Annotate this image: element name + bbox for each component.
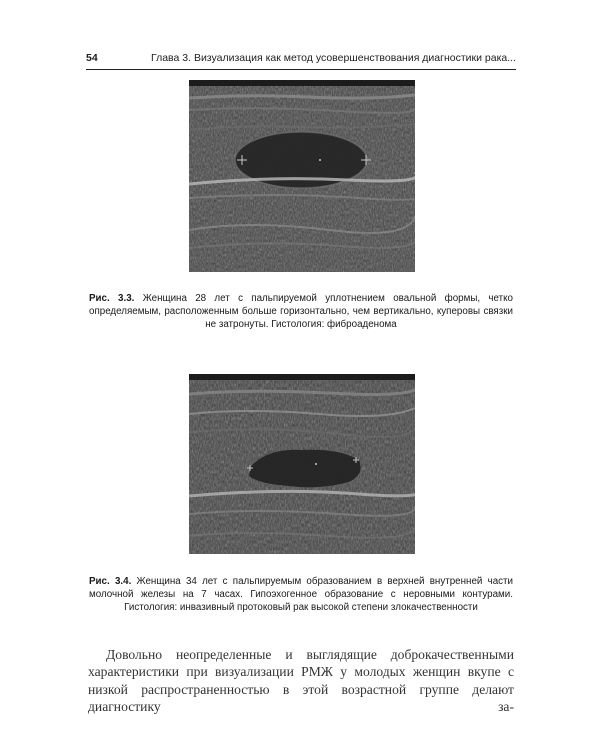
ultrasound-image-fibroadenoma: [189, 80, 415, 272]
figure-label: Рис. 3.4.: [89, 576, 132, 587]
page-number: 54: [86, 52, 98, 64]
figure-caption-3-3: [89, 292, 513, 331]
figure-caption-3-4: [89, 575, 513, 614]
body-paragraph: Довольно неопределенные и выглядящие доброкачественными характеристики при визуализации РМЖ у молодых женщин вкупе с низкой распространенностью в этой возрастной группе делают диагностику за-: [88, 646, 514, 715]
header-rule: [86, 69, 516, 70]
ultrasound-image-carcinoma: [189, 374, 415, 554]
figure-caption-text: Женщина 34 лет с пальпируемым образованием в верхней внутренней части молочной железы на 7 часах. Гипоэхогенное образование с неровными контурами. Гистология: инвазивный протоковый рак высокой степени злокачественности: [89, 576, 513, 613]
figure-label: Рис. 3.3.: [89, 293, 135, 304]
page-header: [86, 52, 516, 68]
running-title: Глава 3. Визуализация как метод усовершенствования диагностики рака...: [150, 52, 516, 64]
figure-caption-text: Женщина 28 лет с пальпируемой уплотнением овальной формы, четко определяемым, расположенным больше горизонтально, чем вертикально, куперовы связки не затронуты. Гистология: фиброаденома: [89, 293, 513, 330]
